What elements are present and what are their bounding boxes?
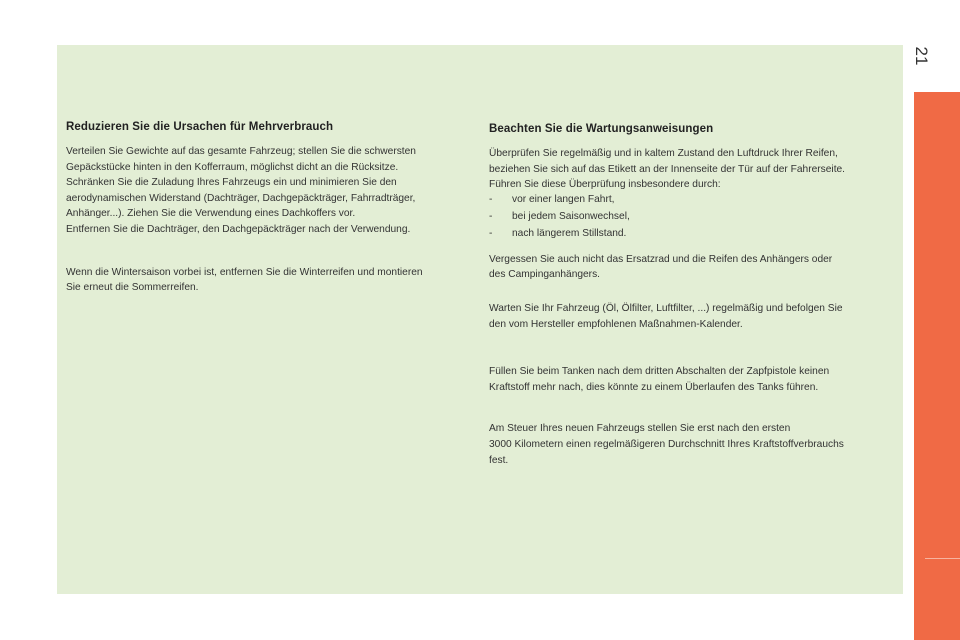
- page-number: 21: [912, 46, 931, 66]
- text-line: fest.: [489, 454, 509, 466]
- text-line: beziehen Sie sich auf das Etikett an der Innenseite der Tür auf der Fahrerseite.: [489, 163, 846, 175]
- text-line: Am Steuer Ihres neuen Fahrzeugs stellen Sie erst nach den ersten: [489, 423, 791, 435]
- left-heading: Reduzieren Sie die Ursachen für Mehrverbrauch: [66, 121, 334, 133]
- list-item: - bei jedem Saisonwechsel,: [489, 208, 889, 225]
- text-line: Führen Sie diese Überprüfung insbesondere durch:: [489, 179, 721, 191]
- text-line: Gepäckstücke hinten in den Kofferraum, möglichst dicht an die Rücksitze.: [66, 161, 399, 173]
- text-line: aerodynamischen Widerstand (Dachträger, Dachgepäckträger, Fahrradträger,: [66, 192, 416, 204]
- watermark: carmanualsonline.info: [678, 612, 887, 635]
- right-paragraph-1: [489, 146, 889, 193]
- text-line: Sie erneut die Sommerreifen.: [66, 282, 199, 294]
- text-line: Entfernen Sie die Dachträger, den Dachgepäckträger nach der Verwendung.: [66, 223, 411, 235]
- list-item: - vor einer langen Fahrt,: [489, 191, 889, 208]
- text-line: den vom Hersteller empfohlenen Maßnahmen-Kalender.: [489, 318, 743, 330]
- text-line: Schränken Sie die Zuladung Ihres Fahrzeugs ein und minimieren Sie den: [66, 177, 397, 189]
- content-panel: [57, 45, 903, 594]
- right-heading: Beachten Sie die Wartungsanweisungen: [489, 123, 714, 135]
- text-line: Kraftstoff mehr nach, dies könnte zu einem Überlaufen des Tanks führen.: [489, 381, 819, 393]
- text-line: Anhänger...). Ziehen Sie die Verwendung eines Dachkoffers vor.: [66, 208, 356, 220]
- check-list: [489, 191, 889, 242]
- right-paragraph-3: [489, 301, 889, 332]
- list-item: - nach längerem Stillstand.: [489, 225, 889, 242]
- text-line: 3000 Kilometern einen regelmäßigeren Durchschnitt Ihres Kraftstoffverbrauchs: [489, 438, 844, 450]
- left-paragraph-2: [66, 265, 471, 296]
- text-line: Füllen Sie beim Tanken nach dem dritten Abschalten der Zapfpistole keinen: [489, 366, 830, 378]
- left-column: [66, 121, 471, 296]
- text-line: Vergessen Sie auch nicht das Ersatzrad und die Reifen des Anhängers oder: [489, 253, 833, 265]
- text-line: Verteilen Sie Gewichte auf das gesamte Fahrzeug; stellen Sie die schwersten: [66, 146, 416, 157]
- right-paragraph-4: [489, 364, 889, 395]
- tab-divider: [925, 558, 960, 559]
- text-line: Überprüfen Sie regelmäßig und in kaltem Zustand den Luftdruck Ihrer Reifen,: [489, 148, 838, 159]
- right-paragraph-5: [489, 421, 889, 468]
- text-line: Wenn die Wintersaison vorbei ist, entfernen Sie die Winterreifen und montieren: [66, 266, 423, 278]
- left-paragraph-1: [66, 144, 471, 238]
- text-line: des Campinganhängers.: [489, 269, 601, 281]
- right-column: [489, 123, 889, 468]
- text-line: Warten Sie Ihr Fahrzeug (Öl, Ölfilter, Luftfilter, ...) regelmäßig und befolgen Sie: [489, 302, 843, 314]
- right-paragraph-2: [489, 252, 889, 283]
